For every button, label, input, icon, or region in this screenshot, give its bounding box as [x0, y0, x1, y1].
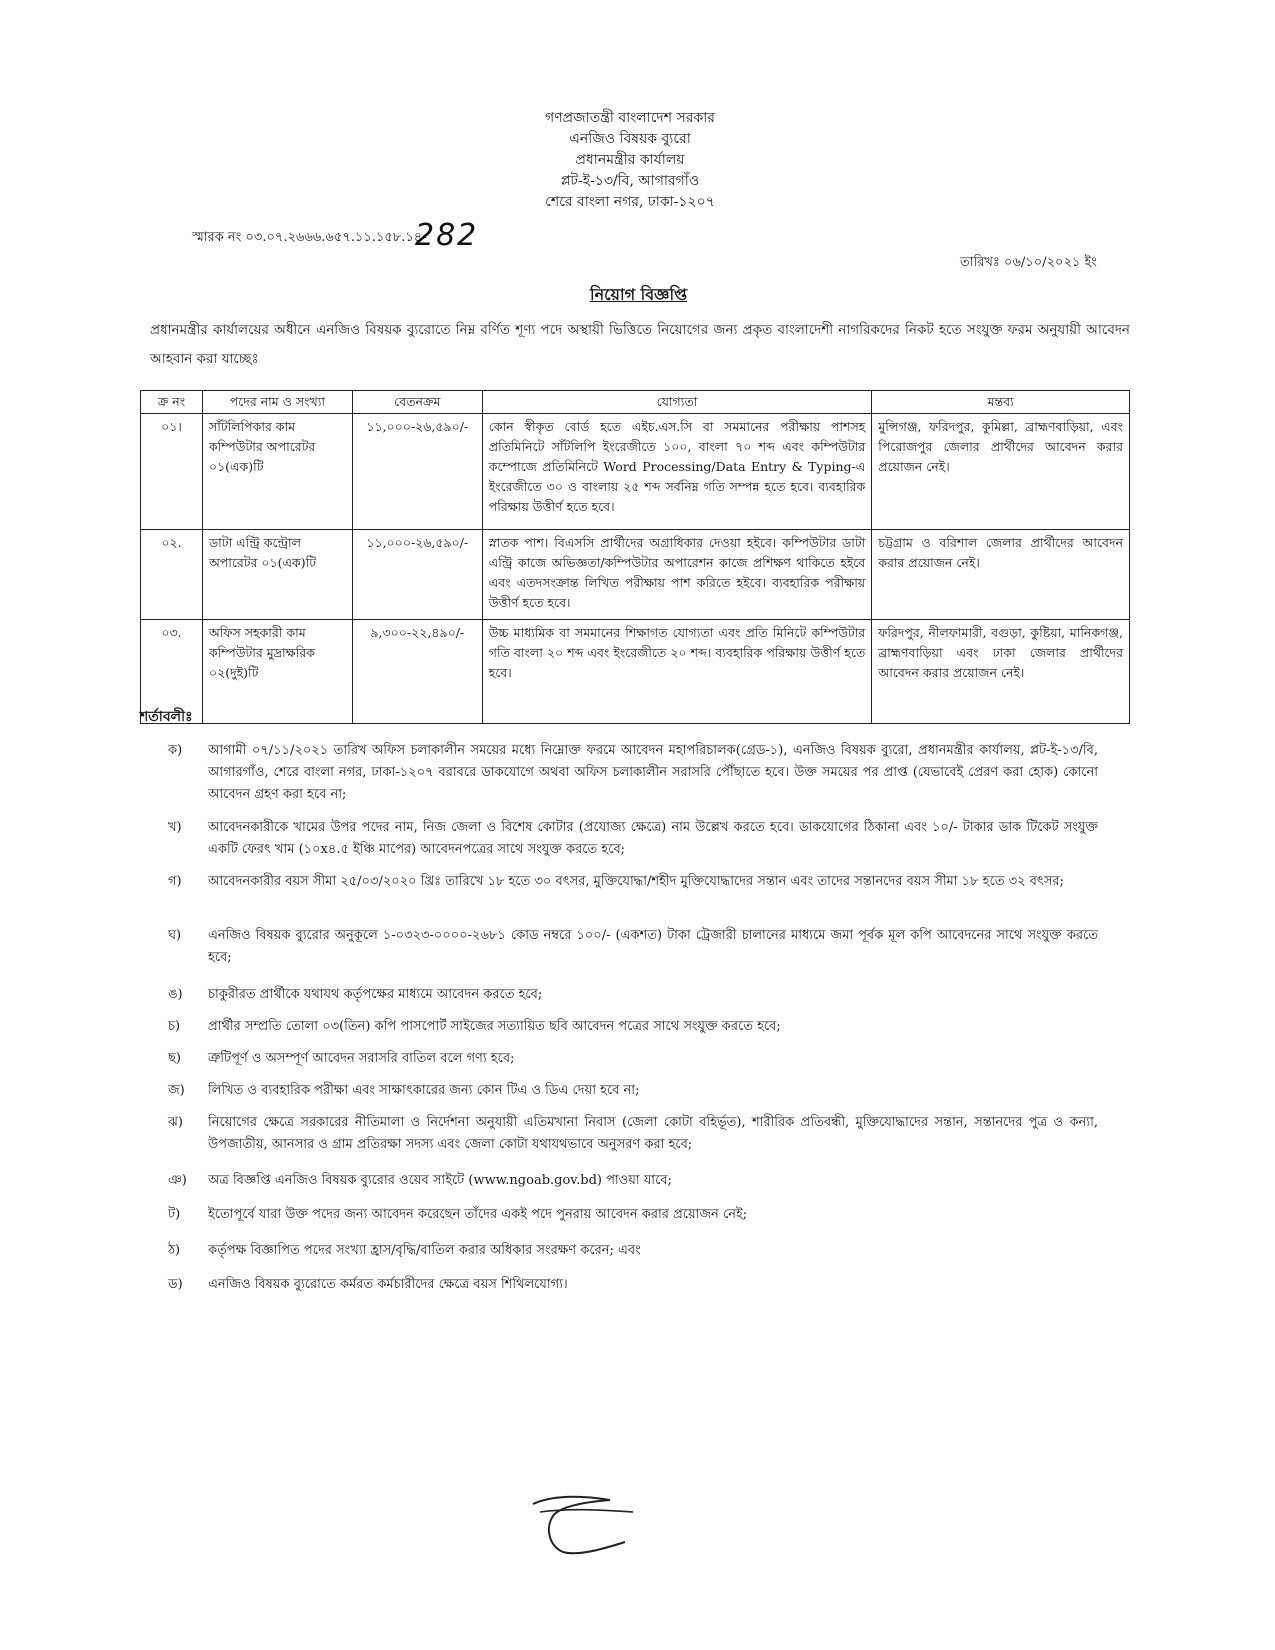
col-header-remarks: মন্তব্য: [872, 391, 1130, 414]
vacancy-table: [140, 390, 1130, 724]
condition-marker: ঙ): [168, 987, 183, 1002]
cell-remarks: মুন্সিগঞ্জ, ফরিদপুর, কুমিল্লা, ব্রাহ্মণবাড়িয়া, এবং পিরোজপুর জেলার প্রার্থীদের আবেদন করার প্রয়োজন নেই।: [872, 414, 1130, 530]
condition-marker: গ): [168, 874, 182, 889]
condition-marker: ঞ): [168, 1173, 187, 1188]
header-line-bureau: এনজিও বিষয়ক ব্যুরো: [569, 131, 691, 147]
table-row: [141, 530, 1130, 620]
header-line-plot: প্লট-ই-১৩/বি, আগারগাঁও: [560, 173, 700, 189]
memo-number: স্মারক নং ০৩.০৭.২৬৬৬.৬৫৭.১১.১৫৮.১৪-: [192, 230, 427, 245]
condition-marker: ঠ): [168, 1243, 181, 1258]
header-line-city: শেরে বাংলা নগর, ঢাকা-১২০৭: [545, 194, 715, 210]
condition-text: অত্র বিজ্ঞপ্তি এনজিও বিষয়ক ব্যুরোর ওয়েব সাইটে (www.ngoab.gov.bd) পাওয়া যাবে;: [208, 1173, 672, 1188]
condition-marker: ঘ): [168, 928, 182, 943]
cell-post: ডাটা এন্ট্রি কন্ট্রোল অপারেটর ০১(এক)টি: [202, 530, 352, 620]
cell-remarks: চট্টগ্রাম ও বরিশাল জেলার প্রার্থীদের আবেদন করার প্রয়োজন নেই।: [872, 530, 1130, 620]
condition-marker: চ): [168, 1019, 181, 1034]
intro-paragraph: প্রধানমন্ত্রীর কার্যালয়ের অধীনে এনজিও বিষয়ক ব্যুরোতে নিম্ন বর্ণিত শূণ্য পদে অস্থায়ী ভিত্তিতে নিয়োগের জন্য প্রকৃত বাংলাদেশী নাগরিকদের নিকট হতে সংযুক্ত ফরম অনুযায়ী আবেদন আহবান করা যাচ্ছেঃ: [150, 322, 1130, 367]
notice-date: তারিখঃ ০৬/১০/২০২১ ইং: [960, 255, 1097, 270]
cell-pay-scale: ৯,৩০০-২২,৪৯০/-: [352, 620, 482, 724]
condition-marker: ঝ): [168, 1115, 183, 1130]
condition-text: আবেদনকারীর বয়স সীমা ২৫/০৩/২০২০ খ্রিঃ তারিখে ১৮ হতে ৩০ বৎসর, মুক্তিযোদ্ধা/শহীদ মুক্তিযোদ্ধাদের সন্তান এবং তাদের সন্তানদের বয়স সীমা ১৮ হতে ৩২ বৎসর;: [208, 874, 1064, 889]
condition-marker: জ): [168, 1083, 185, 1098]
col-header-post: পদের নাম ও সংখ্যা: [202, 391, 352, 414]
cell-qualification: স্নাতক পাশ। বিএসসি প্রার্থীদের অগ্রাধিকার দেওয়া হইবে। কম্পিউটার ডাটা এন্ট্রি কাজে অভিজ্ঞতা/কম্পিউটার অপারেশন কাজে প্রশিক্ষণ থাকিতে হইবে এবং এতদসংক্রান্ত লিখিত পরীক্ষায় পাশ করিতে হইবে। ব্যবহারিক পরীক্ষায় উত্তীর্ণ হতে হবে।: [482, 530, 872, 620]
header-line-government: গণপ্রজাতন্ত্রী বাংলাদেশ সরকার: [545, 110, 715, 126]
signature: [515, 1490, 645, 1564]
cell-qualification: কোন স্বীকৃত বোর্ড হতে এইচ.এস.সি বা সমমানের পরীক্ষায় পাশসহ প্রতিমিনিটে সাঁটলিপি ইংরেজীতে ১০০, বাংলা ৭০ শব্দ এবং কম্পিউটার কম্পোজে প্রতিমিনিটে Word Processing/Data Entry & Typing-এ ইংরেজীতে ৩০ ও বাংলায় ২৫ শব্দ সর্বনিম্ন গতি সম্পন্ন হতে হবে। ব্যবহারিক পরিক্ষায় উত্তীর্ণ হতে হবে।: [482, 414, 872, 530]
table-row: [141, 414, 1130, 530]
cell-post: অফিস সহকারী কাম কম্পিউটার মুদ্রাক্ষরিক ০২(দুই)টি: [202, 620, 352, 724]
condition-text: ত্রুটিপূর্ণ ও অসম্পূর্ণ আবেদন সরাসরি বাতিল বলে গণ্য হবে;: [208, 1051, 515, 1066]
notice-title: নিয়োগ বিজ্ঞপ্তি: [590, 285, 688, 304]
cell-qualification: উচ্চ মাধ্যমিক বা সমমানের শিক্ষাগত যোগ্যতা এবং প্রতি মিনিটে কম্পিউটার গতি বাংলা ২০ শব্দ এবং ইংরেজীতে ২০ শব্দ। ব্যবহারিক পরিক্ষায় উত্তীর্ণ হতে হবে।: [482, 620, 872, 724]
conditions-heading: শর্তাবলীঃ: [140, 709, 193, 725]
table-header-row: [141, 391, 1130, 414]
condition-text: লিখিত ও ব্যবহারিক পরীক্ষা এবং সাক্ষাৎকারের জন্য কোন টিএ ও ডিএ দেয়া হবে না;: [208, 1083, 640, 1098]
memo-handwritten-number: 282: [415, 218, 479, 253]
condition-text: নিয়োগের ক্ষেত্রে সরকারের নীতিমালা ও নির্দেশনা অনুযায়ী এতিমখানা নিবাস (জেলা কোটা বহির্ভূত), শারীরিক প্রতিবন্ধী, মুক্তিযোদ্ধাদের সন্তান, সন্তানদের পুত্র ও কন্যা, উপজাতীয়, আনসার ও গ্রাম প্রতিরক্ষা সদস্য এবং জেলা কোটা যথাযথভাবে অনুসরণ করা হবে;: [208, 1115, 1098, 1152]
condition-text: এনজিও বিষয়ক ব্যুরোতে কর্মরত কর্মচারীদের ক্ষেত্রে বয়স শিথিলযোগ্য।: [208, 1277, 568, 1292]
cell-post: সাঁটলিপিকার কাম কম্পিউটার অপারেটর ০১(এক)টি: [202, 414, 352, 530]
condition-text: ইতোপূর্বে যারা উক্ত পদের জন্য আবেদন করেছেন তাঁদের একই পদে পুনরায় আবেদন করার প্রয়োজন নেই;: [208, 1207, 748, 1222]
table-row: [141, 620, 1130, 724]
condition-marker: ট): [168, 1207, 181, 1222]
col-header-serial: ক্র নং: [141, 391, 203, 414]
condition-text: এনজিও বিষয়ক ব্যুরোর অনুকূলে ১-০৩২৩-০০০০-২৬৮১ কোড নম্বরে ১০০/- (একশত) টাকা ট্রেজারী চালানের মাধ্যমে জমা পূর্বক মূল কপি আবেদনের সাথে সংযুক্ত করতে হবে;: [208, 928, 1098, 965]
condition-text: আবেদনকারীকে খামের উপর পদের নাম, নিজ জেলা ও বিশেষ কোটার (প্রযোজ্য ক্ষেত্রে) নাম উল্লেখ করতে হবে। ডাকযোগের ঠিকানা এবং ১০/- টাকার ডাক টিকেট সংযুক্ত একটি ফেরৎ খাম (১০x৪.৫ ইঞ্চি মাপের) আবেদনপত্রের সাথে সংযুক্ত করতে হবে;: [208, 820, 1098, 857]
cell-serial: ০৩.: [141, 620, 203, 724]
condition-marker: খ): [168, 820, 182, 835]
col-header-qualification: যোগ্যতা: [482, 391, 872, 414]
cell-serial: ০১।: [141, 414, 203, 530]
cell-pay-scale: ১১,০০০-২৬,৫৯০/-: [352, 414, 482, 530]
condition-text: প্রার্থীর সম্প্রতি তোলা ০৩(তিন) কপি পাসপোর্ট সাইজের সত্যায়িত ছবি আবেদন পত্রের সাথে সংযুক্ত করতে হবে;: [208, 1019, 781, 1034]
condition-marker: ড): [168, 1277, 183, 1292]
condition-text: চাকুরীরত প্রার্থীকে যথাযথ কর্তৃপক্ষের মাধ্যমে আবেদন করতে হবে;: [208, 987, 543, 1002]
cell-remarks: ফরিদপুর, নীলফামারী, বগুড়া, কুষ্টিয়া, মানিকগঞ্জ, ব্রাহ্মণবাড়িয়া এবং ঢাকা জেলার প্রার্থীদের আবেদন করার প্রয়োজন নেই।: [872, 620, 1130, 724]
condition-marker: ছ): [168, 1051, 181, 1066]
condition-marker: ক): [168, 743, 183, 758]
office-header: [450, 108, 810, 213]
header-line-office: প্রধানমন্ত্রীর কার্যালয়: [575, 152, 685, 168]
condition-text: আগামী ০৭/১১/২০২১ তারিখ অফিস চলাকালীন সময়ের মধ্যে নিম্নোক্ত ফরমে আবেদন মহাপরিচালক(গ্রেড-১), এনজিও বিষয়ক ব্যুরো, প্রধানমন্ত্রীর কার্যালয়, প্লট-ই-১৩/বি, আগারগাঁও, শেরে বাংলা নগর, ঢাকা-১২০৭ বরাবরে ডাকযোগে অথবা অফিস চলাকালীন সরাসরি পৌঁছাতে হবে। উক্ত সময়ের পর প্রাপ্ত (যেভাবেই প্রেরণ করা হোক) কোনো আবেদন গ্রহণ করা হবে না;: [208, 743, 1098, 802]
cell-serial: ০২.: [141, 530, 203, 620]
condition-text: কর্তৃপক্ষ বিজ্ঞাপিত পদের সংখ্যা হ্রাস/বৃদ্ধি/বাতিল করার অধিকার সংরক্ষণ করেন; এবং: [208, 1243, 641, 1258]
col-header-pay-scale: বেতনক্রম: [352, 391, 482, 414]
cell-pay-scale: ১১,০০০-২৬,৫৯০/-: [352, 530, 482, 620]
